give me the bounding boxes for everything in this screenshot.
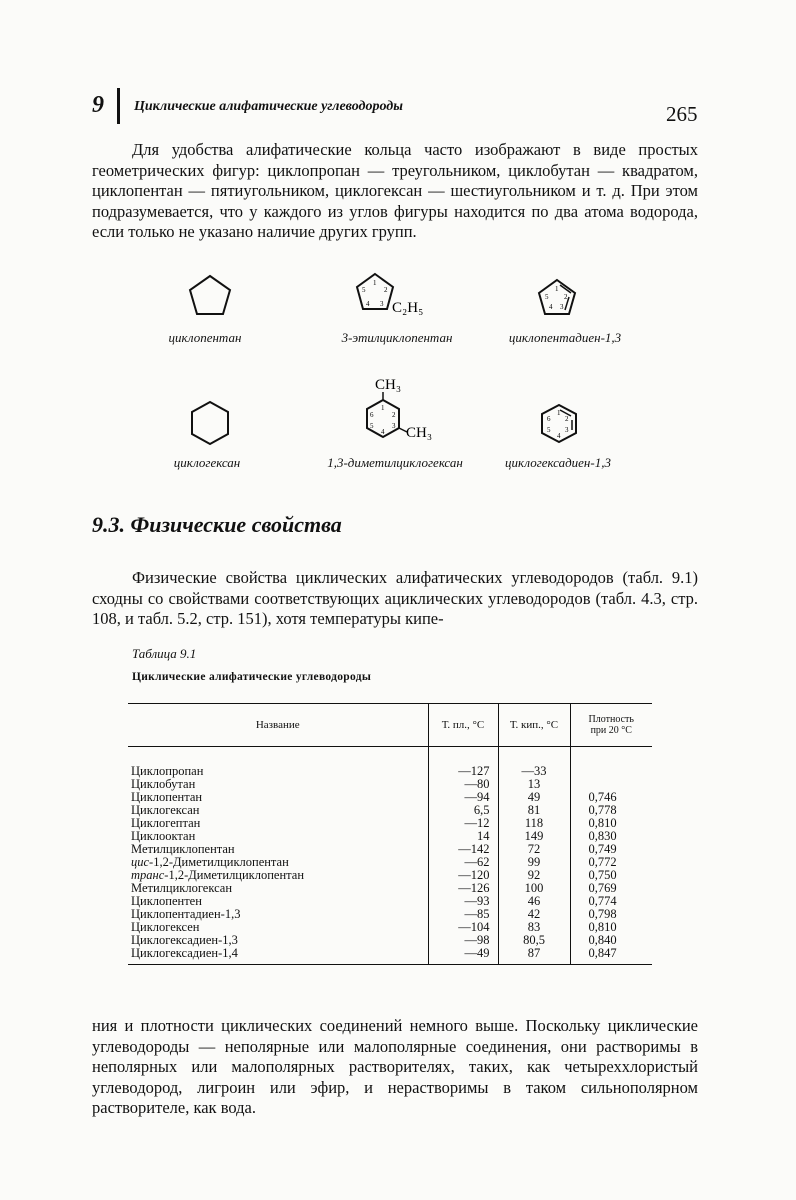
table-row [128, 804, 652, 817]
svg-text:4: 4 [381, 428, 385, 436]
chapter-title: Циклические алифатические углеводороды [134, 99, 403, 114]
cell-boiling-point: 46 [498, 895, 570, 908]
cell-boiling-point: 87 [498, 947, 570, 965]
svg-text:2: 2 [392, 411, 396, 419]
svg-text:6: 6 [370, 411, 374, 419]
cell-melting-point: —80 [428, 778, 498, 791]
svg-text:3: 3 [380, 300, 384, 308]
cell-boiling-point: 81 [498, 804, 570, 817]
header-divider [117, 88, 120, 124]
svg-text:5: 5 [362, 286, 366, 294]
ethylcyclopentane-structure [352, 270, 452, 322]
structure-label-ethylcyclopentane: 3-этилциклопентан [341, 330, 453, 345]
cell-melting-point: —93 [428, 895, 498, 908]
intro-text: Для удобства алифатические кольца часто изображают в виде простых геометрических фигур: циклопропан — треугольником, циклобутан — квадратом, циклопентан — пятиугольником, циклогексан — шестиугольником и т. д. При этом подразумевается, что у каждого из углов фигуры находится по два атома водорода, если только не указано наличие других групп. [92, 140, 698, 241]
cell-density: 0,798 [570, 908, 652, 921]
cell-melting-point: —126 [428, 882, 498, 895]
svg-text:2: 2 [564, 293, 568, 301]
header-boiling: Т. кип., °С [498, 704, 570, 747]
table-row [128, 882, 652, 895]
cell-melting-point: 6,5 [428, 804, 498, 817]
cell-melting-point: —49 [428, 947, 498, 965]
compound-name: Циклобутан [131, 777, 196, 791]
compound-name: Циклогексан [131, 803, 200, 817]
cell-density: 0,749 [570, 843, 652, 856]
cell-melting-point: —98 [428, 934, 498, 947]
compound-prefix: транс- [131, 868, 169, 882]
cell-melting-point: —62 [428, 856, 498, 869]
cell-boiling-point: —33 [498, 765, 570, 778]
physical-text: Физические свойства циклических алифатических углеводородов (табл. 9.1) сходны со свойствами соответствующих ациклических углеводородов (табл. 4.3, стр. 108, и табл. 5.2, стр. 151), хотя температуры кипе- [92, 568, 698, 628]
closing-text: ния и плотности циклических соединений немного выше. Поскольку циклические углеводороды — неполярные или малополярные соединения, они растворимы в неполярных или малополярных растворителях, таких, как четыреххлористый углеводород, лигроин или эфир, и нерастворимы в таком сильнополярном растворителе, как вода. [92, 1016, 698, 1117]
compound-name: Циклопропан [131, 764, 204, 778]
header-name: Название [128, 704, 428, 747]
methyl-right: CH₃ [406, 425, 433, 441]
cell-boiling-point: 83 [498, 921, 570, 934]
table-row [128, 765, 652, 778]
cell-melting-point: —120 [428, 869, 498, 882]
cell-density: 0,769 [570, 882, 652, 895]
cell-boiling-point: 13 [498, 778, 570, 791]
table-header-row [128, 704, 652, 747]
compound-name: Циклопентен [131, 894, 202, 908]
svg-text:6: 6 [547, 415, 551, 423]
table-caption: Таблица 9.1 [132, 646, 197, 661]
structure-label-cyclohexane: циклогексан [173, 455, 241, 470]
structure-label-cyclohexadiene: циклогексадиен-1,3 [505, 455, 611, 470]
cell-density: 0,810 [570, 921, 652, 934]
cell-melting-point: —94 [428, 791, 498, 804]
cyclohexadiene-structure [538, 402, 582, 446]
chapter-number: 9 [92, 92, 104, 118]
structure-label-dimethylcyclohexane: 1,3-диметилциклогексан [327, 455, 463, 470]
table-row [128, 817, 652, 830]
svg-text:1: 1 [373, 279, 377, 287]
svg-text:1: 1 [557, 409, 561, 417]
cyclohexane-structure [187, 399, 233, 449]
cell-density: 0,810 [570, 817, 652, 830]
compound-prefix: цис- [131, 855, 154, 869]
cell-density: 0,830 [570, 830, 652, 843]
compound-name: Циклогептан [131, 816, 201, 830]
cell-boiling-point: 92 [498, 869, 570, 882]
structure-label-cyclopentadiene: циклопентадиен-1,3 [508, 330, 622, 345]
cell-boiling-point: 80,5 [498, 934, 570, 947]
cell-boiling-point: 72 [498, 843, 570, 856]
cell-boiling-point: 49 [498, 791, 570, 804]
header-melting: Т. пл., °С [428, 704, 498, 747]
compound-name: Циклооктан [131, 829, 196, 843]
closing-paragraph [92, 1016, 698, 1119]
svg-text:4: 4 [549, 303, 553, 311]
cell-boiling-point: 99 [498, 856, 570, 869]
cell-boiling-point: 42 [498, 908, 570, 921]
svg-text:2: 2 [565, 415, 569, 423]
table-row [128, 947, 652, 965]
cell-melting-point: —142 [428, 843, 498, 856]
structure-label-cyclopentane: циклопентан [168, 330, 242, 345]
cell-density [570, 765, 652, 778]
cell-boiling-point: 100 [498, 882, 570, 895]
cell-boiling-point: 118 [498, 817, 570, 830]
header-density-line2: при 20 °С [590, 725, 632, 736]
table-row [128, 778, 652, 791]
cell-melting-point: —85 [428, 908, 498, 921]
svg-text:5: 5 [547, 426, 551, 434]
cell-density: 0,750 [570, 869, 652, 882]
ethyl-substituent: C₂H₅ [392, 300, 424, 316]
svg-text:3: 3 [392, 422, 396, 430]
cell-melting-point: —104 [428, 921, 498, 934]
svg-text:3: 3 [560, 303, 564, 311]
compound-name: 1,2-Диметилциклопентан [168, 868, 305, 882]
table-row [128, 908, 652, 921]
header-density [570, 704, 652, 747]
intro-paragraph [92, 140, 698, 243]
compound-name: Циклопентадиен-1,3 [131, 907, 241, 921]
svg-text:4: 4 [366, 300, 370, 308]
svg-text:3: 3 [565, 426, 569, 434]
cyclopentane-structure [185, 273, 235, 319]
cell-compound-name [128, 947, 428, 965]
section-title: 9.3. Физические свойства [92, 512, 342, 537]
page-number: 265 [666, 102, 698, 126]
compound-name: Метилциклопентан [131, 842, 235, 856]
cell-density: 0,746 [570, 791, 652, 804]
cell-density: 0,778 [570, 804, 652, 817]
cell-melting-point: —12 [428, 817, 498, 830]
svg-text:1: 1 [555, 285, 559, 293]
cell-melting-point: 14 [428, 830, 498, 843]
compound-name: 1,2-Диметилциклопентан [153, 855, 289, 869]
cyclopentadiene-structure [536, 277, 582, 319]
compound-name: Циклогексадиен-1,4 [131, 946, 238, 960]
compound-name: Циклопентан [131, 790, 203, 804]
compound-name: Метилциклогексан [131, 881, 233, 895]
cell-density: 0,847 [570, 947, 652, 965]
cell-boiling-point: 149 [498, 830, 570, 843]
table-title: Циклические алифатические углеводороды [132, 671, 372, 683]
cell-density: 0,840 [570, 934, 652, 947]
cell-density: 0,774 [570, 895, 652, 908]
compound-name: Циклогексадиен-1,3 [131, 933, 238, 947]
cell-density: 0,772 [570, 856, 652, 869]
svg-text:1: 1 [381, 404, 385, 412]
svg-text:5: 5 [370, 422, 374, 430]
svg-text:2: 2 [384, 286, 388, 294]
svg-text:5: 5 [545, 293, 549, 301]
header-density-line1: Плотность [588, 714, 634, 725]
cell-melting-point: —127 [428, 765, 498, 778]
dimethylcyclohexane-structure [355, 372, 455, 444]
data-table [128, 703, 652, 965]
physical-paragraph [92, 568, 698, 630]
svg-text:4: 4 [557, 432, 561, 440]
methyl-top: CH₃ [375, 377, 402, 393]
compound-name: Циклогексен [131, 920, 200, 934]
table-row [128, 791, 652, 804]
